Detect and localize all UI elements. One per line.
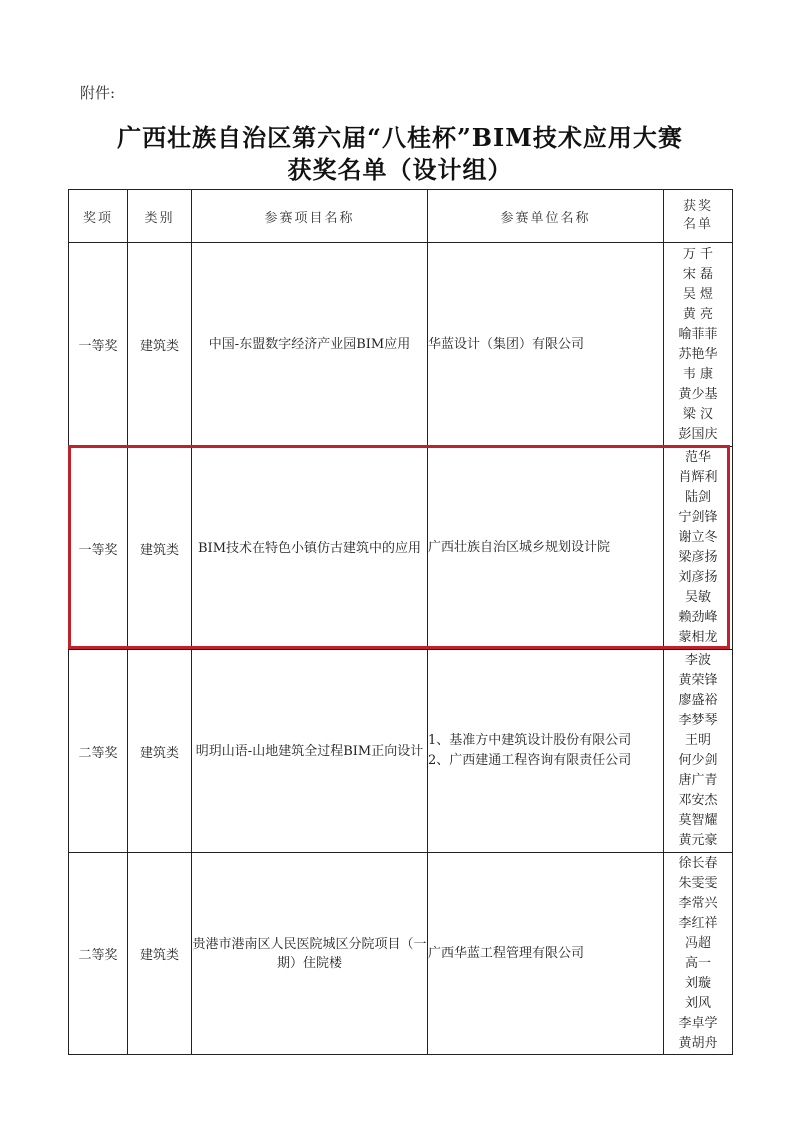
winner-name: 李常兴 <box>678 895 718 911</box>
header-project: 参赛项目名称 <box>192 190 428 243</box>
winner-name: 刘风 <box>684 995 711 1011</box>
project-cell: 明玥山语-山地建筑全过程BIM正向设计 <box>192 650 428 853</box>
header-winners-line1: 获奖 <box>682 199 713 214</box>
header-award: 奖项 <box>69 190 128 243</box>
category-cell: 建筑类 <box>128 853 192 1055</box>
winners-cell <box>664 650 733 853</box>
award-cell: 二等奖 <box>69 650 128 853</box>
unit-line: 华蓝设计（集团）有限公司 <box>428 336 585 352</box>
winner-name: 黄 亮 <box>682 306 714 322</box>
winner-name: 刘璇 <box>684 975 711 991</box>
unit-line: 广西壮族自治区城乡规划设计院 <box>428 540 611 555</box>
winner-name: 黄元豪 <box>678 833 718 848</box>
award-table <box>68 189 733 1055</box>
award-cell: 一等奖 <box>69 243 128 447</box>
award-cell: 一等奖 <box>69 447 128 650</box>
winner-name: 梁彦扬 <box>678 550 718 565</box>
winner-name: 李红祥 <box>678 915 718 931</box>
unit-cell <box>428 243 664 447</box>
header-category: 类别 <box>128 190 192 243</box>
category-cell: 建筑类 <box>128 447 192 650</box>
unit-cell <box>428 650 664 853</box>
winner-name: 赖劲峰 <box>678 610 718 625</box>
winner-name: 韦 康 <box>682 366 714 382</box>
winner-name: 陆剑 <box>684 490 711 505</box>
winner-name: 宁剑锋 <box>678 510 718 525</box>
winner-name: 肖辉利 <box>678 470 718 485</box>
project-cell: BIM技术在特色小镇仿古建筑中的应用 <box>192 447 428 650</box>
award-cell: 二等奖 <box>69 853 128 1055</box>
winner-name: 黄胡舟 <box>678 1035 718 1051</box>
table-row <box>69 243 733 447</box>
winners-cell <box>664 243 733 447</box>
category-cell: 建筑类 <box>128 650 192 853</box>
header-winners <box>664 190 733 243</box>
winner-name: 徐长春 <box>678 855 718 871</box>
winners-cell <box>664 447 733 650</box>
winner-name: 蒙相龙 <box>678 630 718 645</box>
winner-name: 廖盛裕 <box>678 693 718 708</box>
winner-name: 李卓学 <box>678 1015 718 1031</box>
winner-name: 邓安杰 <box>678 793 718 808</box>
table-header-row <box>69 190 733 243</box>
unit-line: 1、基准方中建筑设计股份有限公司 <box>428 733 632 748</box>
header-unit: 参赛单位名称 <box>428 190 664 243</box>
winner-name: 李波 <box>684 653 711 668</box>
winner-name: 唐广青 <box>678 773 718 788</box>
project-cell: 中国-东盟数字经济产业园BIM应用 <box>192 243 428 447</box>
table-row <box>69 650 733 853</box>
header-winners-line2: 名单 <box>682 217 713 232</box>
winner-name: 苏艳华 <box>678 346 718 362</box>
winner-name: 吴 煜 <box>682 286 714 302</box>
category-cell: 建筑类 <box>128 243 192 447</box>
winner-name: 冯超 <box>684 935 711 951</box>
winner-name: 宋 磊 <box>682 266 714 282</box>
winner-name: 李梦琴 <box>678 713 718 728</box>
winner-name: 谢立冬 <box>678 530 718 545</box>
document-title-line1: 广西壮族自治区第六届“八桂杯”BIM技术应用大赛 <box>117 123 683 152</box>
winner-name: 万 千 <box>682 246 714 262</box>
winner-name: 梁 汉 <box>682 406 714 422</box>
winner-name: 何少剑 <box>678 753 718 768</box>
winner-name: 范华 <box>684 450 711 465</box>
unit-line: 2、广西建通工程咨询有限责任公司 <box>428 753 632 768</box>
winner-name: 刘彦扬 <box>678 570 718 585</box>
winner-name: 喻菲菲 <box>678 326 718 342</box>
table-row <box>69 447 733 650</box>
winner-name: 朱雯雯 <box>678 875 718 891</box>
winner-name: 吴敏 <box>684 590 711 605</box>
project-cell: 贵港市港南区人民医院城区分院项目（一期）住院楼 <box>192 853 428 1055</box>
attachment-label: 附件: <box>80 84 116 102</box>
winner-name: 王明 <box>684 733 711 748</box>
winner-name: 彭国庆 <box>678 426 718 442</box>
unit-cell <box>428 447 664 650</box>
winner-name: 莫智耀 <box>678 813 718 828</box>
winner-name: 黄荣锋 <box>678 673 718 688</box>
unit-line: 广西华蓝工程管理有限公司 <box>428 945 585 961</box>
document-title-line2: 获奖名单（设计组） <box>287 155 513 184</box>
winner-name: 高一 <box>684 955 711 971</box>
winner-name: 黄少基 <box>678 386 718 402</box>
winners-cell <box>664 853 733 1055</box>
table-row <box>69 853 733 1055</box>
unit-cell <box>428 853 664 1055</box>
